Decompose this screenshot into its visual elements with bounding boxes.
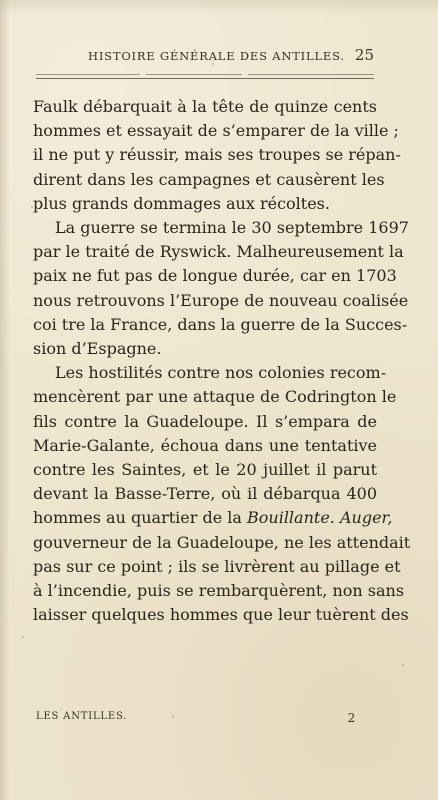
page-footer bbox=[36, 711, 356, 727]
text-line: pas sur ce point ; ils se livrèrent au pillage et bbox=[33, 556, 401, 576]
page-header bbox=[30, 46, 376, 68]
paper-speck bbox=[212, 63, 214, 65]
text-line: laisser quelques hommes que leur tuèrent des bbox=[33, 605, 409, 625]
header-rule-segment bbox=[36, 74, 140, 75]
text-line: gouverneur de la Guadeloupe, ne les attendait bbox=[33, 532, 411, 552]
text-line: Faulk débarquait à la tête de quinze cents bbox=[33, 97, 377, 116]
page-body-text bbox=[33, 95, 411, 627]
running-title: HISTOIRE GÉNÉRALE DES ANTILLES. bbox=[88, 49, 345, 63]
text-line: fils contre la Guadeloupe. Il s’empara de bbox=[33, 411, 377, 431]
text-line: coi tre la France, dans la guerre de la Succes- bbox=[33, 314, 408, 334]
header-rule bbox=[36, 78, 374, 79]
paper-speck bbox=[31, 206, 33, 208]
text-line: mencèrent par une attaque de Codrington le bbox=[33, 387, 397, 407]
text-line: paix ne fut pas de longue durée, car en 1703 bbox=[33, 266, 397, 286]
italic-person-name: Auger, bbox=[339, 508, 393, 528]
text-line: nous retrouvons l’Europe de nouveau coalisée bbox=[33, 290, 409, 310]
header-rule-segment bbox=[146, 74, 242, 75]
paper-speck bbox=[402, 664, 404, 666]
text-line: hommes et essayait de s’emparer de la ville ; bbox=[33, 121, 399, 141]
text-line: La guerre se termina le 30 septembre 1697 bbox=[55, 218, 409, 238]
page-gutter-shadow bbox=[0, 0, 10, 800]
header-rule-segment bbox=[248, 74, 374, 75]
italic-place-name: Bouillante. bbox=[247, 508, 335, 528]
page-top-edge bbox=[0, 0, 438, 14]
text-line: Marie-Galante, échoua dans une tentative bbox=[33, 435, 377, 455]
text-line: dirent dans les campagnes et causèrent les bbox=[33, 169, 385, 189]
signature-number: 2 bbox=[347, 711, 356, 725]
text-line: plus grands dommages aux récoltes. bbox=[33, 193, 330, 213]
paper-speck bbox=[172, 716, 174, 718]
paragraph-3 bbox=[33, 361, 411, 627]
text-line: sion d’Espagne. bbox=[33, 339, 162, 359]
text-line: par le traité de Ryswick. Malheureusement la bbox=[33, 242, 404, 262]
text-line: contre les Saintes, et le 20 juillet il parut bbox=[33, 460, 377, 480]
paper-speck bbox=[22, 636, 24, 638]
text-line: à l’incendie, puis se rembarquèrent, non sans bbox=[33, 581, 405, 601]
text-line: hommes au quartier de la Bouillante. Auger, bbox=[33, 508, 393, 528]
signature-title: LES ANTILLES. bbox=[36, 711, 128, 722]
paragraph-2 bbox=[33, 216, 409, 361]
text-line: Les hostilités contre nos colonies recom- bbox=[55, 363, 387, 383]
text-line: devant la Basse-Terre, où il débarqua 400 bbox=[33, 484, 377, 504]
page-number: 25 bbox=[354, 46, 374, 64]
paper-speck bbox=[244, 370, 246, 372]
paragraph-1 bbox=[33, 95, 401, 216]
text-line: il ne put y réussir, mais ses troupes se répan- bbox=[33, 145, 401, 165]
